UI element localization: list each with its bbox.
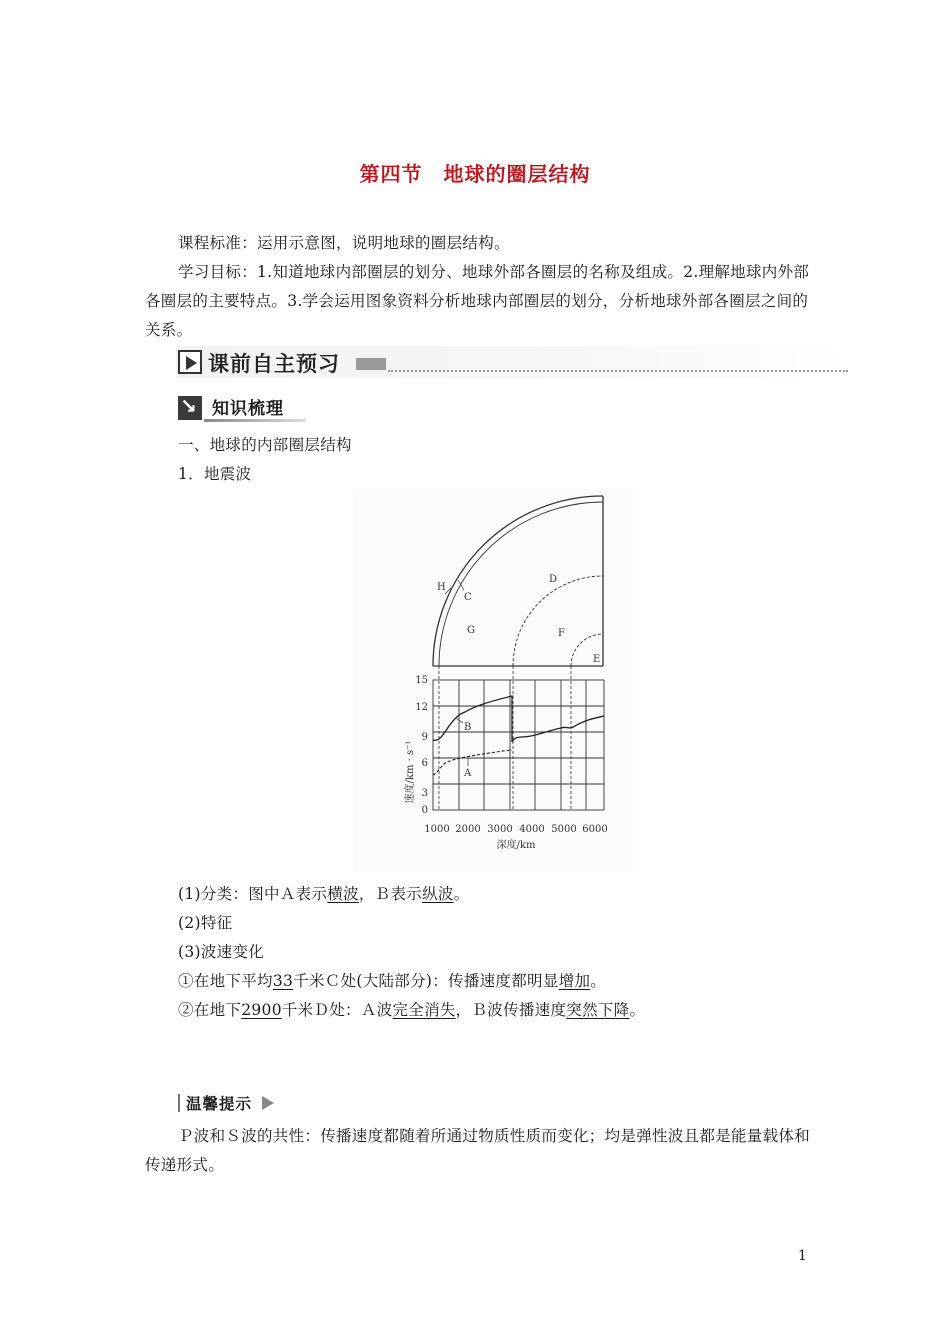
svg-text:3000: 3000 bbox=[487, 824, 513, 835]
svg-text:4000: 4000 bbox=[519, 824, 545, 835]
arrow-box-icon bbox=[178, 350, 202, 374]
page-title: 第四节 地球的圈层结构 bbox=[359, 162, 591, 186]
svg-text:1000: 1000 bbox=[424, 824, 450, 835]
learning-objectives: 学习目标：1.知道地球内部圈层的划分、地球外部各圈层的名称及组成。2.理解地球内外部各圈层的主要特点。3.学会运用图象资料分析地球内部圈层的划分，分析地球外部各圈层之间的关系。 bbox=[145, 263, 810, 339]
svg-text:3: 3 bbox=[421, 788, 428, 799]
label-b: B bbox=[464, 722, 472, 733]
label-a: A bbox=[464, 768, 472, 779]
triangle-right-icon bbox=[262, 1096, 274, 1110]
seismic-wave-figure bbox=[353, 490, 633, 872]
label-g: G bbox=[467, 625, 475, 636]
label-c: C bbox=[464, 592, 472, 603]
page-number: 1 bbox=[798, 1248, 807, 1264]
svg-text:6000: 6000 bbox=[582, 824, 608, 835]
svg-text:6: 6 bbox=[421, 758, 428, 769]
svg-text:0: 0 bbox=[421, 805, 428, 816]
tip-heading-label: 温馨提示 bbox=[186, 1095, 253, 1113]
tip-text: Ｐ波和Ｓ波的共性：传播速度都随着所通过物质性质而变化；均是弹性波且都是能量载体和传递形式。 bbox=[145, 1127, 811, 1174]
label-h: H bbox=[437, 582, 446, 593]
label-d: D bbox=[549, 574, 558, 585]
section-banner bbox=[176, 346, 848, 378]
label-f: F bbox=[558, 628, 565, 639]
svg-text:5000: 5000 bbox=[551, 824, 577, 835]
banner-title: 课前自主预习 bbox=[208, 352, 340, 376]
svg-text:15: 15 bbox=[415, 675, 428, 686]
label-e: E bbox=[593, 654, 601, 665]
y-axis-label: 速度/km · s⁻¹ bbox=[405, 740, 416, 804]
knowledge-heading-label: 知识梳理 bbox=[212, 399, 284, 419]
q3-velocity-change: (3)波速变化 bbox=[178, 943, 265, 961]
q1-classification: (1)分类：图中Ａ表示横波，Ｂ表示纵波。 bbox=[178, 885, 470, 903]
q2-feature: (2)特征 bbox=[178, 914, 233, 932]
section-heading: 一、地球的内部圈层结构 bbox=[178, 436, 352, 454]
x-axis-label: 深度/km bbox=[496, 840, 536, 851]
q3-point-1: ①在地下平均33千米Ｃ处(大陆部分)：传播速度都明显增加。 bbox=[178, 972, 607, 990]
svg-text:2000: 2000 bbox=[455, 824, 481, 835]
svg-text:9: 9 bbox=[421, 732, 428, 743]
course-standard: 课程标准：运用示意图，说明地球的圈层结构。 bbox=[178, 234, 510, 252]
item-heading: 1．地震波 bbox=[178, 465, 252, 483]
q3-point-2: ②在地下2900千米Ｄ处：Ａ波完全消失，Ｂ波传播速度突然下降。 bbox=[178, 1001, 646, 1019]
arrow-square-icon bbox=[178, 396, 202, 420]
svg-text:12: 12 bbox=[415, 702, 428, 713]
